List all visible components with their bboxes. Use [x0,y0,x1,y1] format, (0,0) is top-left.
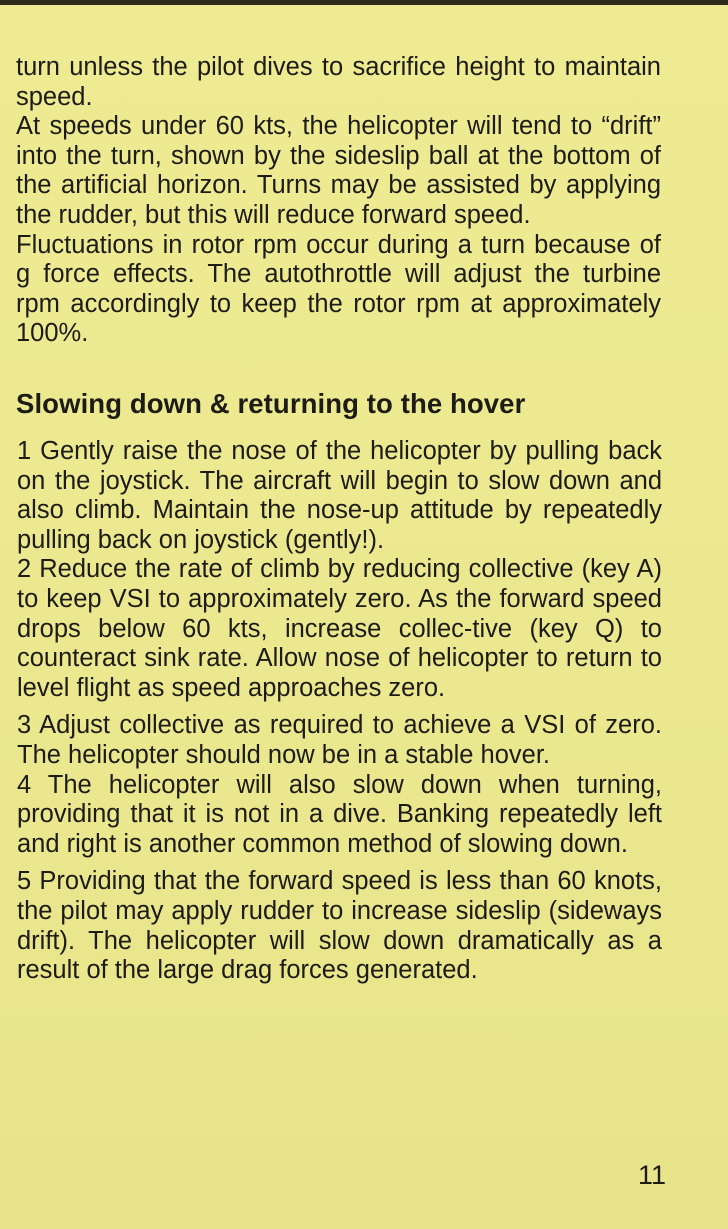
paragraph-drift: At speeds under 60 kts, the helicopter will tend to “drift” into the turn, shown by the sideslip ball at the bottom of the artificial horizon. Turns may be assisted by applying the rudder, but this will reduce forward speed. [16,112,661,229]
page-number: 11 [637,1160,666,1190]
paragraph-turn-speed: turn unless the pilot dives to sacrifice height to maintain speed. [16,53,661,111]
section-heading: Slowing down & returning to the hover [16,388,526,419]
step-4: 4 The helicopter will also slow down when turning, providing that it is not in a dive. Banking repeatedly left and right is another common method of slowing down. [17,770,662,858]
step-3: 3 Adjust collective as required to achieve a VSI of zero. The helicopter should now be in a stable hover. [17,711,662,769]
step-2: 2 Reduce the rate of climb by reducing collective (key A) to keep VSI to approximately zero. As the forward speed drops below 60 kts, increase collec-tive (key Q) to counteract sink rate. Allow nose of helicopter to return to level flight as speed approaches zero. [17,555,662,702]
step-5: 5 Providing that the forward speed is less than 60 knots, the pilot may apply rudder to increase sideslip (sideways drift). The helicopter will slow down dramatically as a result of the large drag forces generated. [17,867,662,985]
page-top-edge [0,0,728,5]
steps-list [17,437,662,986]
intro-text [16,53,661,349]
paragraph-rotor-rpm: Fluctuations in rotor rpm occur during a turn because of g force effects. The autothrottle will adjust the turbine rpm accordingly to keep the rotor rpm at approximately 100%. [16,230,661,348]
step-1: 1 Gently raise the nose of the helicopter by pulling back on the joystick. The aircraft will begin to slow down and also climb. Maintain the nose-up attitude by repeatedly pulling back on joystick (gently!). [17,437,662,554]
